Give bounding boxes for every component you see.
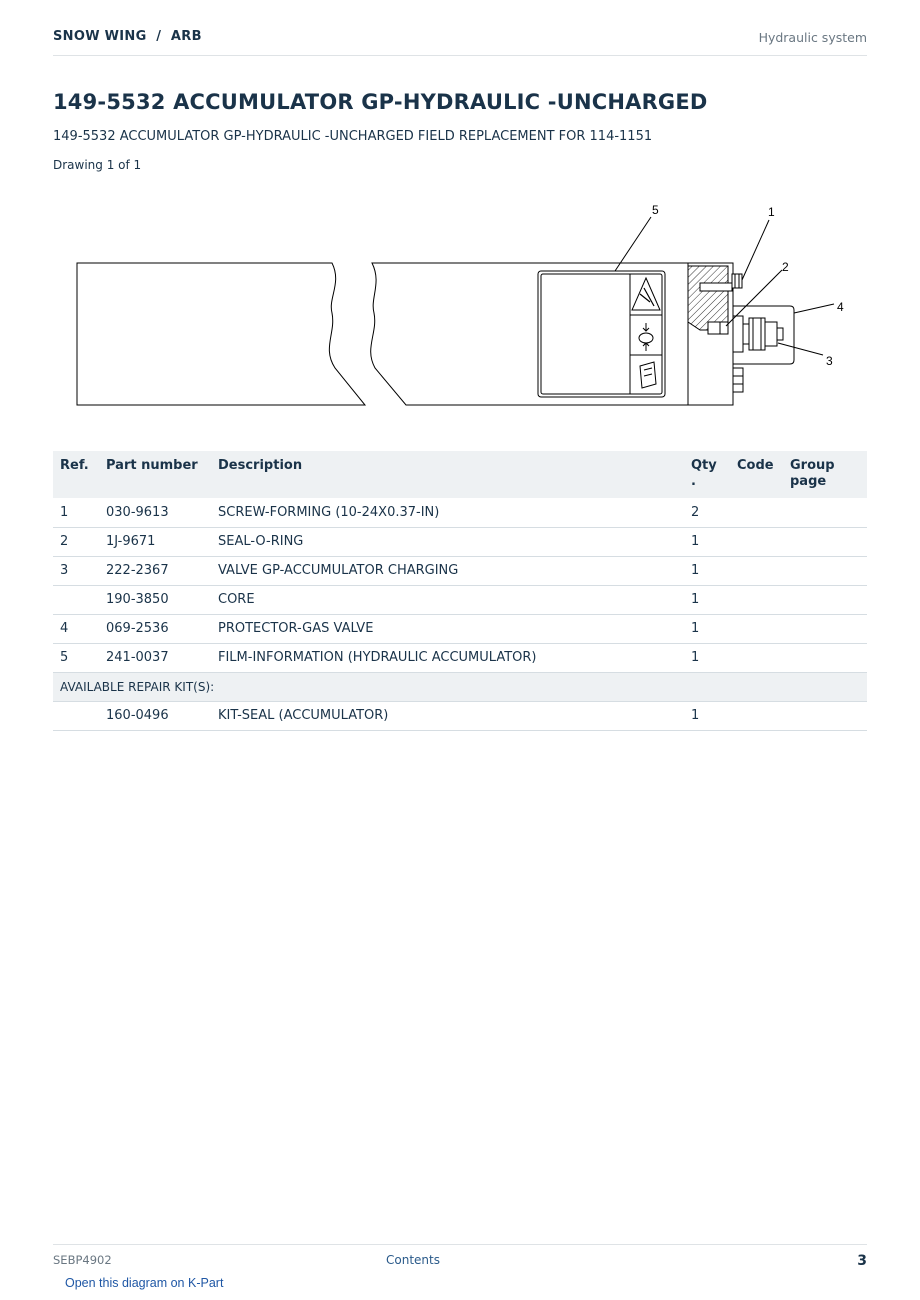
- parts-diagram: [60, 198, 860, 418]
- drawing-count: Drawing 1 of 1: [53, 158, 142, 172]
- repair-kit-label: AVAILABLE REPAIR KIT(S):: [53, 672, 867, 701]
- ref-cell: [53, 585, 99, 614]
- table-row: [53, 527, 867, 556]
- part-number-cell[interactable]: 1J-9671: [99, 527, 211, 556]
- part-number-cell[interactable]: 030-9613: [99, 498, 211, 527]
- group-page-cell: [783, 701, 867, 730]
- charging-valve: [733, 316, 743, 352]
- group-page-cell: [783, 585, 867, 614]
- ref-cell: 1: [53, 498, 99, 527]
- group-page-cell: [783, 527, 867, 556]
- group-page-cell: [783, 498, 867, 527]
- description-cell: VALVE GP-ACCUMULATOR CHARGING: [211, 556, 684, 585]
- qty-cell: 1: [684, 556, 730, 585]
- table-row: [53, 643, 867, 672]
- page-header: [53, 28, 867, 56]
- description-cell: SCREW-FORMING (10-24X0.37-IN): [211, 498, 684, 527]
- ref-cell: 2: [53, 527, 99, 556]
- callout-1: 1: [768, 205, 775, 219]
- page-title: 149-5532 ACCUMULATOR GP-HYDRAULIC -UNCHARGED: [53, 90, 708, 114]
- breadcrumb[interactable]: SNOW WING / ARB: [53, 29, 202, 44]
- header-code: Code: [730, 451, 783, 498]
- group-page-cell: [783, 614, 867, 643]
- qty-cell: 1: [684, 701, 730, 730]
- contents-link[interactable]: Contents: [386, 1253, 440, 1267]
- code-cell: [730, 498, 783, 527]
- callout-2: 2: [782, 260, 789, 274]
- part-number-cell[interactable]: 241-0037: [99, 643, 211, 672]
- leader-3: [778, 343, 823, 355]
- table-row: [53, 614, 867, 643]
- leader-4: [794, 304, 834, 313]
- ref-cell: [53, 701, 99, 730]
- hatched-section: [688, 266, 728, 330]
- code-cell: [730, 585, 783, 614]
- table-header-row: [53, 451, 867, 498]
- callout-5: 5: [652, 203, 659, 217]
- header-description: Description: [211, 451, 684, 498]
- o-ring-seal: [708, 322, 720, 334]
- document-id: SEBP4902: [53, 1253, 112, 1267]
- group-page-cell: [783, 556, 867, 585]
- table-row: [53, 498, 867, 527]
- table-row: [53, 701, 867, 730]
- code-cell: [730, 556, 783, 585]
- part-number-cell[interactable]: 222-2367: [99, 556, 211, 585]
- qty-cell: 1: [684, 527, 730, 556]
- qty-cell: 1: [684, 585, 730, 614]
- callout-3: 3: [826, 354, 833, 368]
- open-diagram-kpart-link[interactable]: Open this diagram on K-Part: [65, 1276, 224, 1290]
- part-number-cell[interactable]: 069-2536: [99, 614, 211, 643]
- code-cell: [730, 614, 783, 643]
- ref-cell: 5: [53, 643, 99, 672]
- code-cell: [730, 643, 783, 672]
- description-cell: CORE: [211, 585, 684, 614]
- section-name: Hydraulic system: [758, 30, 867, 45]
- page-subtitle: 149-5532 ACCUMULATOR GP-HYDRAULIC -UNCHARGED FIELD REPLACEMENT FOR 114-1151: [53, 129, 653, 144]
- repair-kit-section-row: [53, 672, 867, 701]
- screw: [732, 274, 742, 288]
- accumulator-body-right: [371, 263, 688, 405]
- header-qty: Qty .: [684, 451, 730, 498]
- description-cell: SEAL-O-RING: [211, 527, 684, 556]
- header-group-page: Group page: [783, 451, 867, 498]
- description-cell: FILM-INFORMATION (HYDRAULIC ACCUMULATOR): [211, 643, 684, 672]
- qty-cell: 1: [684, 643, 730, 672]
- page-number: 3: [857, 1253, 867, 1269]
- table-row: [53, 585, 867, 614]
- page-footer: [53, 1244, 867, 1274]
- leader-1: [742, 220, 769, 280]
- header-ref: Ref.: [53, 451, 99, 498]
- table-row: [53, 556, 867, 585]
- code-cell: [730, 701, 783, 730]
- qty-cell: 2: [684, 498, 730, 527]
- code-cell: [730, 527, 783, 556]
- description-cell: KIT-SEAL (ACCUMULATOR): [211, 701, 684, 730]
- part-number-cell[interactable]: 160-0496: [99, 701, 211, 730]
- parts-table: [53, 451, 867, 731]
- qty-cell: 1: [684, 614, 730, 643]
- mounting-bolt: [733, 368, 743, 392]
- description-cell: PROTECTOR-GAS VALVE: [211, 614, 684, 643]
- group-page-cell: [783, 643, 867, 672]
- accumulator-body-left: [77, 263, 365, 405]
- part-number-cell[interactable]: 190-3850: [99, 585, 211, 614]
- ref-cell: 4: [53, 614, 99, 643]
- header-part-number: Part number: [99, 451, 211, 498]
- ref-cell: 3: [53, 556, 99, 585]
- callout-4: 4: [837, 300, 844, 314]
